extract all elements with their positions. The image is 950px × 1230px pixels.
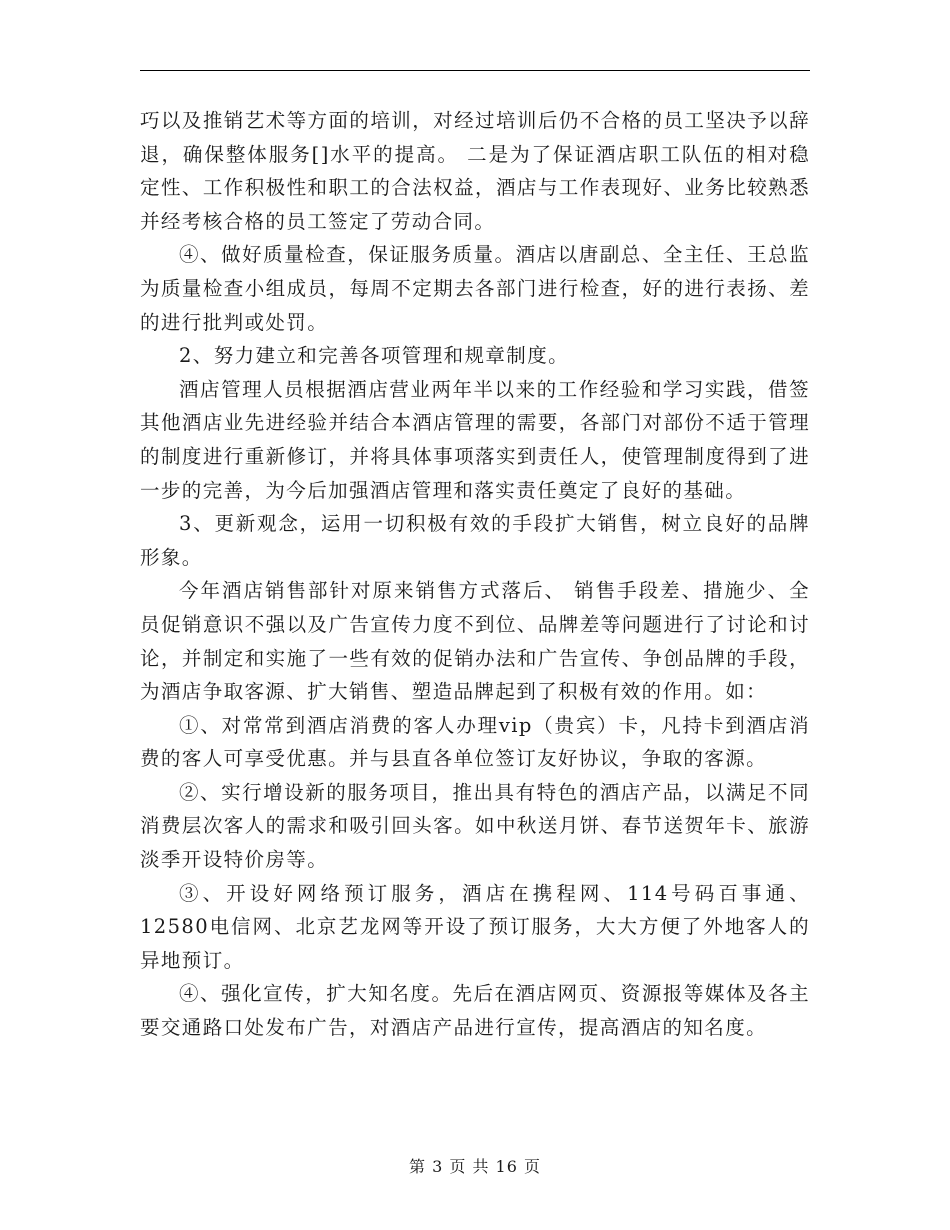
paragraph-6: 今年酒店销售部针对原来销售方式落后、 销售手段差、措施少、全员促销意识不强以及广告宣传力度不到位、品牌差等问题进行了讨论和讨论，并制定和实施了一些有效的促销办法和广告宣传、争创品牌的手段，为酒店争取客源、扩大销售、塑造品牌起到了积极有效的作用。如： (140, 579, 810, 704)
paragraph-4: 酒店管理人员根据酒店营业两年半以来的工作经验和学习实践，借签其他酒店业先进经验并结合本酒店管理的需要，各部门对部份不适于管理的制度进行重新修订，并将具体事项落实到责任人，使管理制度得到了进一步的完善，为今后加强酒店管理和落实责任奠定了良好的基础。 (140, 377, 810, 502)
paragraph-1: 巧以及推销艺术等方面的培训，对经过培训后仍不合格的员工坚决予以辞退，确保整体服务[]水平的提高。 二是为了保证酒店职工队伍的相对稳定性、工作积极性和职工的合法权益，酒店与工作表现好、业务比较熟悉并经考核合格的员工签定了劳动合同。 (140, 109, 810, 233)
list-item-4: ④、强化宣传，扩大知名度。先后在酒店网页、资源报等媒体及各主要交通路口处发布广告，对酒店产品进行宣传，提高酒店的知名度。 (140, 982, 810, 1040)
section-heading-3: 3、更新观念，运用一切积极有效的手段扩大销售，树立良好的品牌形象。 (140, 512, 810, 569)
paragraph-2: ④、做好质量检查，保证服务质量。酒店以唐副总、全主任、王总监为质量检查小组成员，每周不定期去各部门进行检查，好的进行表扬、差的进行批判或处罚。 (140, 243, 810, 334)
header-rule (140, 70, 810, 71)
list-item-2: ②、实行增设新的服务项目，推出具有特色的酒店产品，以满足不同消费层次客人的需求和吸引回头客。如中秋送月饼、春节送贺年卡、旅游淡季开设特价房等。 (140, 780, 810, 872)
page-footer: 第 3 页 共 16 页 (409, 1157, 541, 1176)
section-heading-2: 2、努力建立和完善各项管理和规章制度。 (179, 344, 570, 368)
list-item-3: ③、开设好网络预订服务，酒店在携程网、114号码百事通、12580电信网、北京艺龙网等开设了预订服务，大大方便了外地客人的异地预订。 (140, 881, 810, 972)
list-item-1: ①、对常常到酒店消费的客人办理vip（贵宾）卡，凡持卡到酒店消费的客人可享受优惠。并与县直各单位签订友好协议，争取的客源。 (140, 713, 810, 771)
document-body (140, 104, 810, 1045)
